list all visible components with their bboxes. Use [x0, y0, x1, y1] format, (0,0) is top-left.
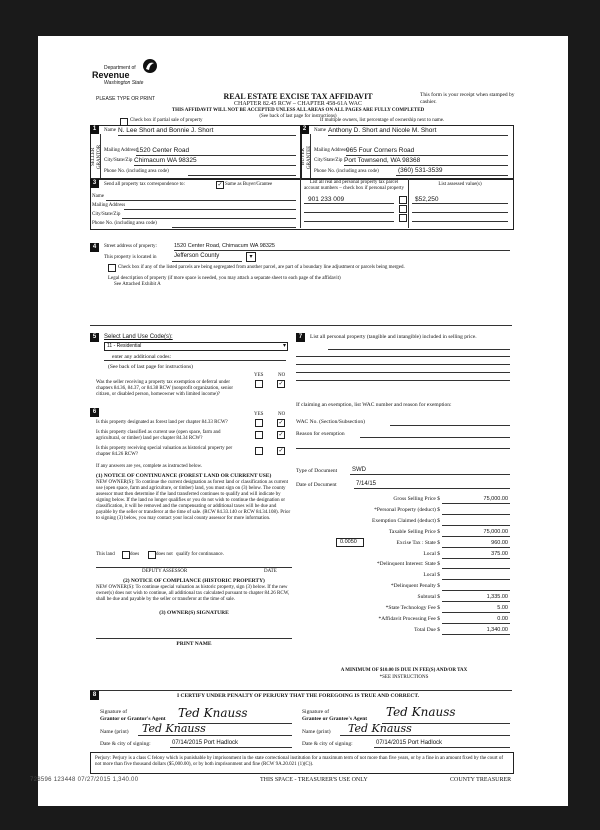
assessed-header: List assessed value(s)	[438, 182, 482, 187]
fee-row-label: *Delinquent Interest: State $	[376, 561, 440, 568]
fee-row-value[interactable]: 375.00	[491, 550, 508, 557]
county-select[interactable]: Jefferson County	[174, 253, 220, 259]
land-use-see-back: (See back of last page for instructions)	[108, 364, 193, 370]
partial-sale-label: Check box if partial sale of property	[130, 118, 203, 123]
wac-label: WAC No. (Section/Subsection)	[296, 419, 365, 425]
parcel-number[interactable]: 901 233 009	[308, 196, 345, 203]
grantor-printed-name[interactable]: Ted Knauss	[142, 722, 206, 735]
fee-row-value[interactable]: 5.00	[497, 605, 508, 611]
treasurer-space-label: THIS SPACE - TREASURER'S USE ONLY	[260, 777, 368, 783]
land-use-chevron-icon: ▾	[282, 343, 286, 349]
fee-row-label: Exemption Claimed (deduct) $	[372, 517, 440, 524]
exemption-yes-checkbox[interactable]	[255, 380, 263, 388]
buyer-city-value[interactable]: Port Townsend, WA 98368	[344, 157, 421, 164]
this-land-label: This land	[96, 552, 115, 557]
reason-label: Reason for exemption	[296, 431, 345, 437]
seller-name-label: Name	[104, 128, 116, 133]
grantor-date-city[interactable]: 07/14/2015 Port Hadlock	[172, 740, 239, 746]
form-title: REAL ESTATE EXCISE TAX AFFIDAVIT	[223, 92, 373, 101]
grantee-date-city[interactable]: 07/14/2015 Port Hadlock	[376, 740, 443, 746]
section-number-6: 6	[90, 408, 99, 417]
personal-property-checkbox-2[interactable]	[399, 205, 407, 213]
county-treasurer-label: COUNTY TREASURER	[450, 777, 512, 783]
grantor-date-city-label: Date & city of signing:	[100, 741, 151, 747]
street-address-value[interactable]: 1520 Center Road, Chimacum WA 98325	[174, 243, 275, 249]
certify-statement: I CERTIFY UNDER PENALTY OF PERJURY THAT THE FOREGOING IS TRUE AND CORRECT.	[176, 693, 419, 699]
corr-name-label: Name	[92, 194, 104, 199]
forest-yes-checkbox[interactable]	[255, 419, 263, 427]
does-not-qualify-checkbox[interactable]	[148, 551, 156, 559]
fee-row-label: Taxable Selling Price $	[388, 528, 440, 535]
fee-row-value[interactable]: 1,340.00	[486, 626, 508, 633]
treasurer-stamp: 728596 123448 07/27/2015 1,340.00	[30, 777, 139, 783]
seller-name-value[interactable]: N. Lee Short and Bonnie J. Short	[118, 127, 214, 134]
doc-type-label: Type of Document	[296, 468, 338, 474]
fee-row-value[interactable]: 0.00	[497, 615, 508, 622]
buyer-phone-value[interactable]: (360) 531-3539	[398, 167, 443, 174]
see-instructions-note: *SEE INSTRUCTIONS	[379, 675, 429, 680]
sec6-no: NO	[278, 412, 286, 417]
doc-date-label: Date of Document	[296, 482, 337, 488]
grantee-sig-label2: Grantee or Grantee's Agent	[302, 716, 368, 722]
sec5-yes: YES	[254, 373, 264, 378]
fee-row-value[interactable]: 1,335.00	[486, 594, 508, 601]
notice-continuance-title: (1) NOTICE OF CONTINUANCE (FOREST LAND OR CURRENT USE)	[96, 473, 272, 479]
fee-row-label: Total Due $	[414, 626, 440, 633]
buyer-mailing-label: Mailing Address	[314, 148, 348, 153]
seller-mailing-label: Mailing Address	[104, 148, 138, 153]
parcel-list-header: List all real and personal property tax parcel account numbers – check box if personal property	[303, 180, 405, 191]
if-yes-instructions: If any answers are yes, complete as instructed below.	[96, 464, 203, 469]
seller-city-value[interactable]: Chimacum WA 98325	[134, 157, 197, 164]
current-use-yes-checkbox[interactable]	[255, 431, 263, 439]
does-qualify-checkbox[interactable]	[122, 551, 130, 559]
see-exhibit: See Attached Exhibit A	[114, 282, 161, 287]
forest-no-checkbox[interactable]: ✓	[278, 419, 284, 426]
notice-compliance-title: (2) NOTICE OF COMPLIANCE (HISTORIC PROPERTY)	[123, 578, 265, 584]
fee-row-label: Local $	[423, 550, 440, 557]
multiple-owners-note: If multiple owners, list percentage of ownership next to name.	[320, 118, 445, 123]
dept-line2: Revenue	[92, 70, 130, 80]
see-back-note: (See back of last page for instructions)	[259, 114, 337, 119]
historic-no-checkbox[interactable]: ✓	[278, 447, 284, 454]
send-correspondence-label: Send all property tax correspondence to:	[104, 182, 185, 187]
segregated-checkbox[interactable]	[108, 264, 116, 272]
buyer-city-label: City/State/Zip	[314, 158, 343, 163]
same-as-buyer-checkbox[interactable]: ✓	[217, 181, 223, 188]
affidavit-form	[30, 36, 568, 806]
county-dropdown-chevron-icon[interactable]: ▾	[246, 252, 256, 262]
grantee-printed-name[interactable]: Ted Knauss	[348, 722, 412, 735]
receipt-note: This form is your receipt when stamped by cashier.	[420, 92, 515, 105]
not-accepted-notice: THIS AFFIDAVIT WILL NOT BE ACCEPTED UNLESS ALL AREAS ON ALL PAGES ARE FULLY COMPLETED	[171, 108, 425, 113]
local-rate-value: 0.0050	[340, 539, 357, 545]
does-label: does	[130, 552, 140, 557]
fee-row-label: Local $	[423, 572, 440, 579]
fee-row-value[interactable]: 960.00	[491, 539, 508, 546]
grantee-date-city-label: Date & city of signing:	[302, 741, 353, 747]
exemption-no-checkbox[interactable]: ✓	[278, 380, 284, 387]
dept-line3: Washington State	[104, 80, 144, 86]
fee-row-label: Gross Selling Price $	[393, 496, 440, 502]
grantor-sig-label2: Grantor or Grantor's Agent	[100, 716, 166, 722]
deputy-assessor-label: DEPUTY ASSESSOR	[142, 569, 188, 574]
notice-continuance-body: NEW OWNER(S): To continue the current designation as forest land or classification as current use (open space, farm and agriculture, or timber) land, you must sign on (3) below. The county assessor must then determine if the land transferred continues to qualify and will indicate by signing below. If the land no longer qualifies or you do not wish to continue the designation or classification, it will be removed and the compensating or additional taxes will be due and payable by the seller or transferor at the time of sale. (RCW 84.33.140 or RCW 84.34.108). Prior to signing (3) below, you may contact your local county assessor for more information.	[96, 480, 291, 521]
grantor-sig-label1: Signature of	[100, 709, 128, 715]
perjury-text: Perjury: Perjury is a class C felony which is punishable by imprisonment in the state correctional institution for a maximum term of not more than five years, or by a fine in an amount fixed by the court of not more than five thousand dollars ($5,000.00), or by both imprisonment and fine (RCW 9A.20.021 (1)(C)).	[95, 756, 504, 767]
section-number-2: 2	[300, 125, 309, 134]
corr-mailing-label: Mailing Address	[92, 203, 126, 208]
doc-date-value[interactable]: 7/14/15	[356, 481, 377, 487]
current-use-no-checkbox[interactable]: ✓	[278, 431, 284, 438]
sec6-yes: YES	[254, 412, 264, 417]
seller-city-label: City/State/Zip	[104, 158, 133, 163]
seller-mailing-value[interactable]: 1520 Center Road	[136, 147, 190, 154]
corr-city-label: City/State/Zip	[92, 212, 121, 217]
grantee-signature[interactable]: Ted Knauss	[386, 705, 456, 719]
revenue-logo-icon	[142, 58, 158, 74]
owner-signature-label: (3) OWNER(S) SIGNATURE	[159, 610, 229, 616]
buyer-phone-label: Phone No. (including area code)	[314, 169, 379, 174]
perjury-box	[90, 752, 514, 774]
historic-yes-checkbox[interactable]	[255, 447, 263, 455]
section-number-8: 8	[90, 691, 99, 700]
personal-property-checkbox-3[interactable]	[399, 214, 407, 222]
section-number-5: 5	[90, 333, 99, 342]
historic-question: Is this property receiving special valuation as historical property per chapter 84.26 RCW?	[96, 446, 233, 457]
buyer-name-value[interactable]: Anthony D. Short and Nicole M. Short	[328, 127, 437, 134]
fee-row-label: *Personal Property (deduct) $	[374, 506, 440, 513]
corr-phone-label: Phone No. (including area code)	[92, 221, 157, 226]
dept-line1: Department of	[104, 65, 136, 71]
land-use-title: Select Land Use Code(s):	[104, 334, 173, 340]
section-number-1: 1	[90, 125, 99, 134]
qualify-continuance-label: qualify for continuance.	[176, 552, 224, 557]
does-not-label: does not	[156, 552, 173, 557]
same-as-buyer-label: Same as Buyer/Grantee	[225, 182, 273, 187]
personal-property-checkbox-1[interactable]	[399, 196, 407, 204]
segregated-label: Check box if any of the listed parcels are being segregated from another parcel, are part of a boundary line adjustment or parcels being merged.	[118, 265, 405, 270]
fee-row-label: Excise Tax : State $	[396, 539, 440, 546]
section-number-4: 4	[90, 243, 99, 252]
section-number-3: 3	[90, 179, 99, 188]
located-in-label: This property is located in	[104, 255, 157, 260]
fee-row-value[interactable]: 75,000.00	[483, 528, 508, 535]
minimum-due-note: A MINIMUM OF $10.00 IS DUE IN FEE(S) AND/OR TAX	[340, 668, 468, 673]
assessed-value[interactable]: $52,250	[415, 196, 439, 203]
notice-compliance-body: NEW OWNER(S): To continue special valuation as historic property, sign (3) below. If the new owner(s) does not wish to continue, all additional tax calculated pursuant to chapter 84.26 RCW, shall be due and payable by the seller or transferor at the time of sale.	[96, 585, 290, 602]
grantee-sig-label1: Signature of	[302, 709, 330, 715]
buyer-name-label: Name	[314, 128, 326, 133]
section-number-7: 7	[296, 333, 305, 342]
seller-phone-label: Phone No. (including area code)	[104, 169, 169, 174]
fee-row-value[interactable]: 75,000.00	[483, 496, 508, 502]
print-name-label: PRINT NAME	[176, 641, 212, 647]
fee-row-label: *Affidavit Processing Fee $	[378, 615, 440, 622]
legal-description-label: Legal description of property (if more space is needed, you may attach a separate sheet to each page of the affidavit)	[108, 276, 341, 281]
street-address-label: Street address of property:	[104, 244, 157, 249]
fee-row-label: *Delinquent Penalty $	[390, 583, 440, 590]
please-type: PLEASE TYPE OR PRINT	[96, 96, 156, 102]
fee-row-label: *State Technology Fee $	[385, 605, 440, 611]
buyer-mailing-value[interactable]: 965 Four Corners Road	[346, 147, 415, 154]
exemption-prompt: If claiming an exemption, list WAC number and reason for exemption:	[296, 402, 452, 408]
exemption-question: Was the seller receiving a property tax exemption or deferral under chapters 84.36, 84.37, or 84.38 RCW (nonprofit organization, senior citizen, or disabled person, homeowner with limited income)?	[96, 380, 234, 397]
grantee-name-print-label: Name (print)	[302, 729, 331, 735]
personal-property-label: List all personal property (tangible and intangible) included in selling price.	[310, 334, 477, 340]
fee-row-label: Subtotal $	[417, 594, 440, 601]
grantor-name-print-label: Name (print)	[100, 729, 129, 735]
forest-land-question: Is this property designated as forest land per chapter 84.33 RCW?	[96, 420, 228, 425]
land-use-selected: 11 - Residential	[107, 343, 142, 349]
additional-codes-label: enter any additional codes:	[112, 354, 172, 360]
form-chapter: CHAPTER 82.45 RCW – CHAPTER 458-61A WAC	[234, 101, 362, 107]
current-use-question: Is this property classified as current use (open space, farm and agricultural, or timber) land per chapter 84.34 RCW?	[96, 430, 221, 441]
grantor-signature[interactable]: Ted Knauss	[178, 706, 248, 720]
doc-type-value[interactable]: SWD	[352, 467, 366, 473]
sec5-no: NO	[278, 373, 286, 378]
assessor-date-label: DATE	[264, 569, 277, 574]
buyer-side-label: BUYER GRANTEE	[301, 145, 312, 169]
land-use-select[interactable]	[104, 342, 288, 351]
seller-side-label: SELLER GRANTOR	[91, 144, 102, 170]
